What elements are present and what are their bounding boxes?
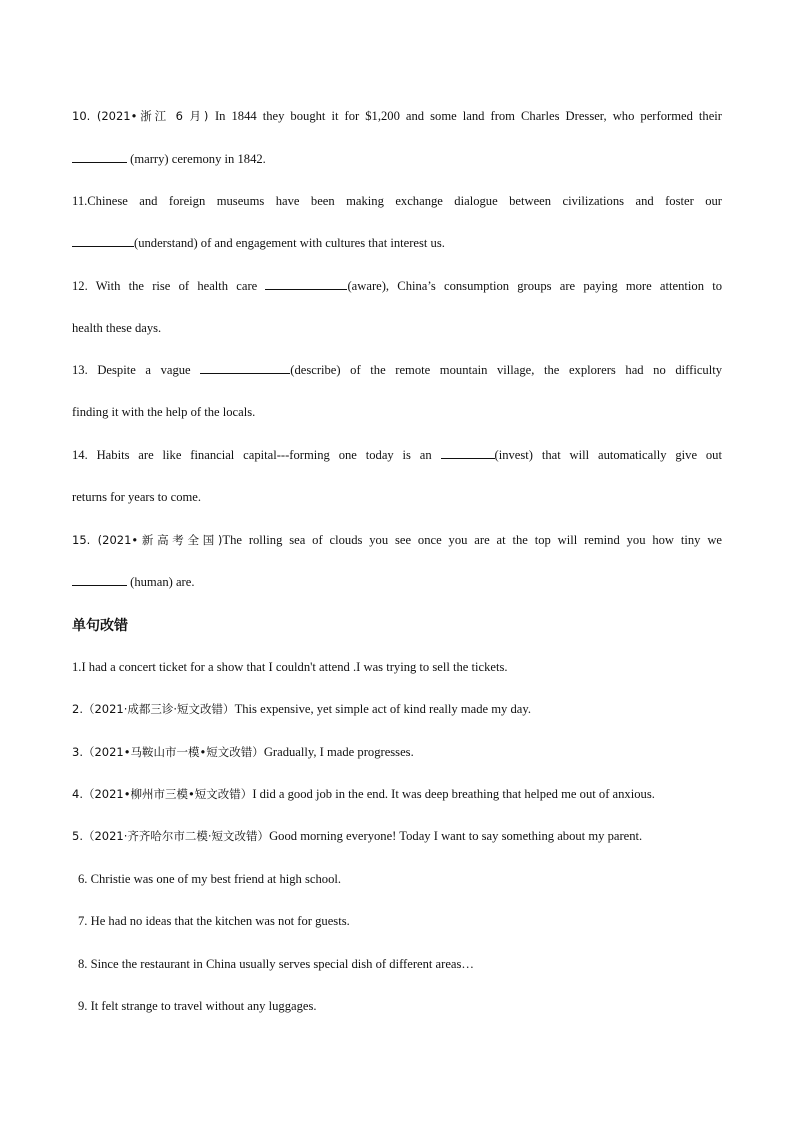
question-14-line-1: [72, 447, 722, 463]
question-12-text-b: (aware), China’s consumption groups are paying more attention to: [347, 279, 722, 293]
question-12-line-1: [72, 278, 722, 294]
question-14-line-2: [72, 489, 722, 505]
question-12-text-2: health these days.: [72, 321, 162, 335]
question-15-line-1: [72, 532, 722, 548]
question-13-line-1: [72, 362, 722, 378]
question-12-text-a: 12. With the rise of health care: [72, 279, 266, 293]
correction-item-9: [78, 998, 728, 1014]
correction-item-1: [72, 659, 722, 675]
correction-item-5: [72, 828, 722, 844]
question-15-line-2: [72, 574, 722, 590]
question-10-source: 10. (2021•浙江 6 月): [72, 109, 215, 123]
question-10-text: In 1844 they bought it for $1,200 and some land from Charles Dresser, who performed their: [214, 109, 722, 123]
question-14-text-a: 14. Habits are like financial capital---forming one today is an: [72, 448, 441, 462]
question-11-line-2: [72, 235, 722, 251]
question-14-text-b: (invest) that will automatically give out: [494, 448, 722, 462]
correction-source: 5.（2021·齐齐哈尔市二模·短文改错）: [72, 829, 270, 843]
answer-blank[interactable]: [441, 447, 495, 459]
correction-source: 4.（2021•柳州市三模•短文改错）: [72, 787, 253, 801]
question-11-line-1: [72, 193, 722, 209]
answer-blank[interactable]: [72, 151, 127, 163]
question-10-text-2: (marry) ceremony in 1842.: [127, 152, 266, 166]
correction-item-7: [78, 913, 728, 929]
correction-text: 7. He had no ideas that the kitchen was not for guests.: [78, 914, 350, 928]
question-11-text-2: (understand) of and engagement with cultures that interest us.: [134, 236, 445, 250]
correction-item-2: [72, 701, 722, 717]
question-10-line-2: [72, 151, 722, 167]
question-13-line-2: [72, 404, 722, 420]
question-10-line-1: [72, 108, 722, 124]
correction-item-8: [78, 956, 728, 972]
correction-text: 1.I had a concert ticket for a show that I couldn't attend .I was trying to sell the tickets.: [72, 660, 508, 674]
correction-text: 6. Christie was one of my best friend at high school.: [78, 872, 342, 886]
answer-blank[interactable]: [72, 574, 127, 586]
question-13-text-2: finding it with the help of the locals.: [72, 405, 256, 419]
answer-blank[interactable]: [200, 362, 290, 374]
question-15-source: 15. (2021•新高考全国): [72, 533, 223, 547]
correction-text: Good morning everyone! Today I want to say something about my parent.: [269, 829, 643, 843]
question-11-text: 11.Chinese and foreign museums have been making exchange dialogue between civilizations and foster our: [72, 194, 722, 208]
section-heading: 单句改错: [72, 618, 128, 634]
correction-item-6: [78, 871, 728, 887]
question-15-text: The rolling sea of clouds you see once you are at the top will remind you how tiny we: [222, 533, 723, 547]
correction-text: Gradually, I made progresses.: [263, 745, 414, 759]
correction-source: 2.（2021·成都三诊·短文改错）: [72, 702, 235, 716]
correction-text: This expensive, yet simple act of kind really made my day.: [234, 702, 532, 716]
answer-blank[interactable]: [72, 235, 134, 247]
question-12-line-2: [72, 320, 722, 336]
question-13-text-a: 13. Despite a vague: [72, 363, 201, 377]
answer-blank[interactable]: [265, 278, 347, 290]
correction-source: 3.（2021•马鞍山市一模•短文改错）: [72, 745, 264, 759]
correction-text: I did a good job in the end. It was deep breathing that helped me out of anxious.: [252, 787, 655, 801]
correction-text: 8. Since the restaurant in China usually serves special dish of different areas…: [78, 957, 475, 971]
correction-item-4: [72, 786, 722, 802]
question-15-text-2: (human) are.: [127, 575, 195, 589]
correction-item-3: [72, 744, 722, 760]
question-13-text-b: (describe) of the remote mountain village, the explorers had no difficulty: [290, 363, 722, 377]
question-14-text-2: returns for years to come.: [72, 490, 202, 504]
correction-text: 9. It felt strange to travel without any luggages.: [78, 999, 317, 1013]
